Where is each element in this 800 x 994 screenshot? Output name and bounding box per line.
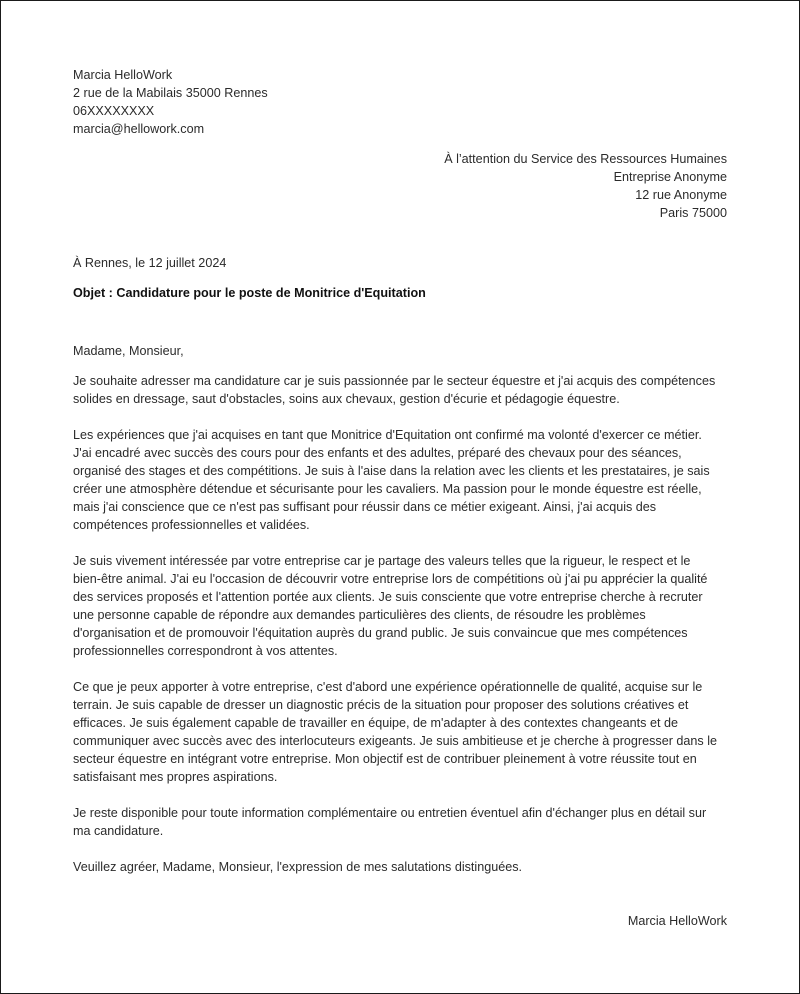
recipient-city: Paris 75000 [659, 206, 727, 220]
salutation: Madame, Monsieur, [73, 344, 184, 358]
sender-address: 2 rue de la Mabilais 35000 Rennes [73, 86, 268, 100]
paragraph-line: satisfaisant mes propres aspirations. [73, 770, 278, 784]
paragraph-line: efficaces. Je suis également capable de travailler en équipe, de m'adapter à des contextes changeants et de [73, 716, 678, 730]
paragraph-line: Je suis vivement intéressée par votre entreprise car je partage des valeurs telles que la rigueur, le respect et le [73, 554, 691, 568]
paragraph-line: bien-être animal. J'ai eu l'occasion de découvrir votre entreprise lors de compétitions où j'ai pu apprécier la qualité [73, 572, 708, 586]
place-date: À Rennes, le 12 juillet 2024 [73, 256, 227, 270]
paragraph-line: une personne capable de répondre aux demandes particulières des clients, de résoudre les problèmes [73, 608, 646, 622]
paragraph-line: Veuillez agréer, Madame, Monsieur, l'expression de mes salutations distinguées. [73, 860, 523, 874]
paragraph-line: communiquer avec succès avec des interlocuteurs exigeants. Je suis ambitieuse et je cherche à progresser dans le [73, 734, 718, 748]
paragraph-line: ma candidature. [73, 824, 164, 838]
paragraph-line: Je reste disponible pour toute information complémentaire ou entretien éventuel afin d'échanger plus en détail sur [73, 806, 707, 820]
paragraph-line: organisé des stages et des compétitions. Je suis à l'aise dans la relation avec les clients et les prestataires, je sais [73, 464, 710, 478]
paragraph-line: Ce que je peux apporter à votre entreprise, c'est d'abord une expérience opérationnelle de qualité, acquise sur le [73, 680, 703, 694]
sender-phone: 06XXXXXXXX [73, 104, 155, 118]
paragraph-line: solides en dressage, saut d'obstacles, soins aux chevaux, gestion d'écurie et pédagogie équestre. [73, 392, 620, 406]
signature: Marcia HelloWork [627, 914, 727, 928]
sender-name: Marcia HelloWork [73, 68, 173, 82]
paragraph-line: secteur équestre en intégrant votre entreprise. Mon objectif est de contribuer pleinement à votre réussite tout en [73, 752, 697, 766]
recipient-street: 12 rue Anonyme [635, 188, 727, 202]
paragraph-line: d'organisation et de promouvoir l'équitation auprès du grand public. Je suis convaincue que mes compétences [73, 626, 688, 640]
recipient-attention: À l’attention du Service des Ressources Humaines [444, 152, 727, 166]
letter-subject: Objet : Candidature pour le poste de Monitrice d'Equitation [73, 286, 426, 300]
paragraph-line: mais j'ai conscience que ce n'est pas suffisant pour réussir dans ce métier exigeant. Ainsi, j'ai acquis des [73, 500, 657, 514]
paragraph-line: Je souhaite adresser ma candidature car je suis passionnée par le secteur équestre et j'ai acquis des compétences [73, 374, 716, 388]
paragraph-line: Les expériences que j'ai acquises en tant que Monitrice d'Equitation ont confirmé ma volonté d'exercer ce métier. [73, 428, 702, 442]
paragraph-line: des services proposés et l'attention portée aux clients. Je suis consciente que votre entreprise cherche à recruter [73, 590, 703, 604]
recipient-company: Entreprise Anonyme [613, 170, 727, 184]
paragraph-line: J'ai encadré avec succès des cours pour des enfants et des adultes, préparé des chevaux pour des séances, [73, 446, 682, 460]
paragraph-line: compétences professionnelles et validées. [73, 518, 310, 532]
paragraph-line: terrain. Je suis capable de dresser un diagnostic précis de la situation pour proposer des solutions créatives et [73, 698, 689, 712]
paragraph-line: créer une atmosphère détendue et sécurisante pour les cavaliers. Ma passion pour le monde équestre est réelle, [73, 482, 702, 496]
paragraph-line: professionnelles correspondront à vos attentes. [73, 644, 338, 658]
sender-email: marcia@hellowork.com [73, 122, 205, 136]
